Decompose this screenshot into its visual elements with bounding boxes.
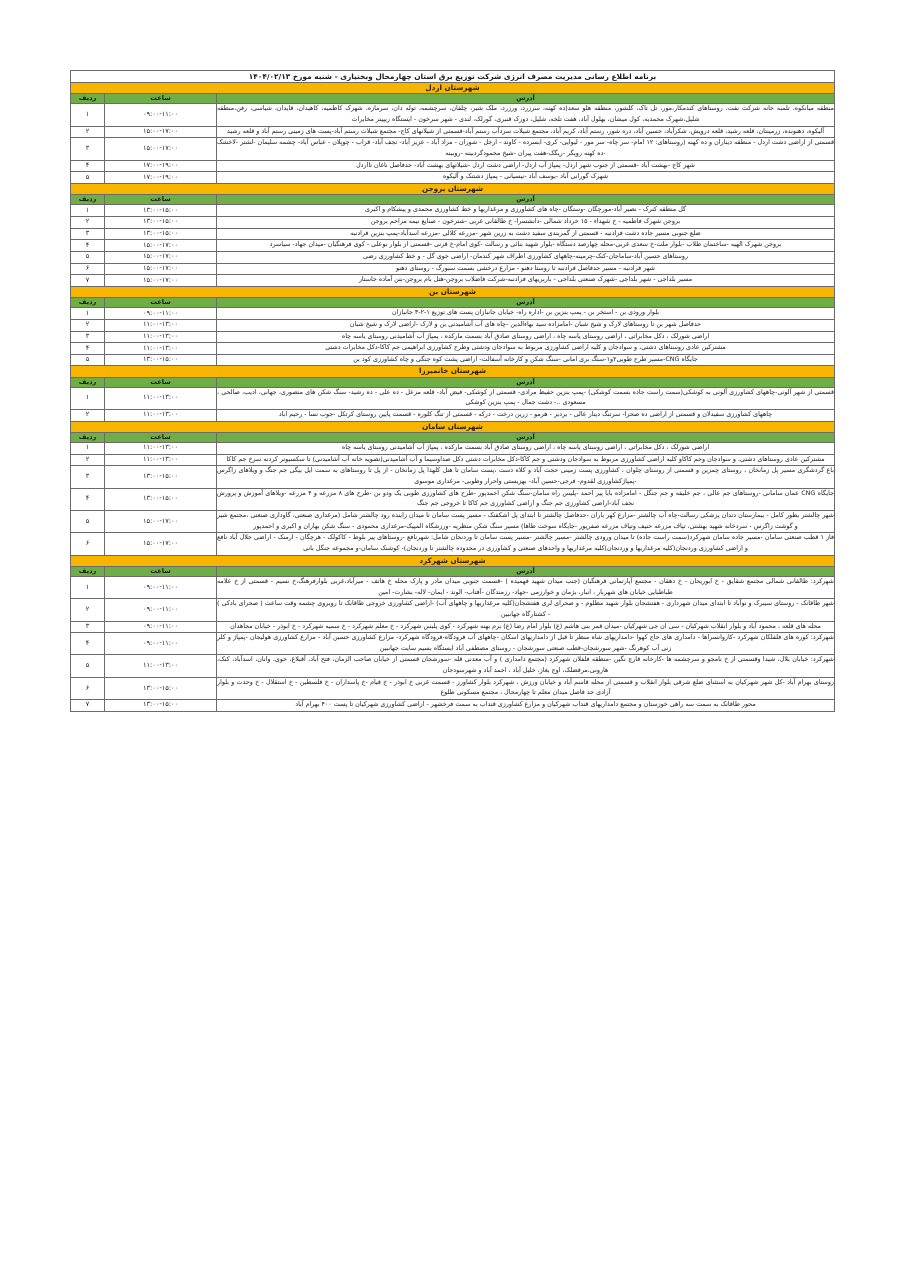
outage-time: ۰۹:۰۰-۱۱:۰۰ [105, 104, 217, 126]
outage-time: ۱۱:۰۰-۱۳:۰۰ [105, 319, 217, 331]
outage-row-number: ۴ [71, 160, 105, 172]
outage-row-number: ۴ [71, 633, 105, 655]
outage-row-number: ۵ [71, 510, 105, 532]
outage-address: شهرکرد: خیابان بلال، شیدا وقسمتی از خ نامجو و سرچشمه ها -کارخانه قارچ نگین -منطقه فلفلان شهرکرد (مجتمع دامداری ) و آب معدنی قله -سورشجان قسمتی از خیابان صاحب الزمان، فتح آباد، آقبلاغ، خوی، وانان، اسدآباد، کنک، هارونی،مرفضلک، اوج بغاز، خلیل آباد ، احمد آباد و شهرسودجان [217, 655, 835, 677]
outage-time: ۱۵:۰۰-۱۷:۰۰ [105, 533, 217, 555]
city-header-row [71, 286, 835, 297]
outage-address: روستاهای حسین آباد-ساماجان-کنک-چرمینه-چاههای کشاورزی اطراف شهر کندمان- اراضی جوی گل - و خط کشاورزی رضی [217, 251, 835, 263]
outage-address: منطقه میانکوه، تلمبه خانه شرکت نفت، روستاهای کندمکار،مور، تل تاک، کلشور، منطقه هلو سعد(ده کهنه، سرزرد، ورزرد، ملک شیر، چلقان، سرچشمه، توله دان، سرمازه، شهرک کاظمیه، کاهیدان، قایدان، شیاسی، رفن،منطقه شلیل،شهرک محمدیه، کول میشان، بهلول آباد، هفت تلخه، شلیل، دورک قنبری، گورلک، لندی - شهر سرخون - ایستگاه ریپیتر مخابرات [217, 104, 835, 126]
outage-row-number: ۱ [71, 576, 105, 598]
column-header-address: آدرس [217, 195, 835, 205]
column-header-time: ساعت [105, 377, 217, 387]
city-header-0: شهرستان اردل [71, 83, 835, 94]
table-row [71, 387, 835, 409]
outage-time: ۱۵:۰۰-۱۷:۰۰ [105, 251, 217, 263]
table-row [71, 275, 835, 287]
table-row [71, 216, 835, 228]
outage-address: مسیر بلداجی - شهر بلداجی -شهرک صنعتی بلداجی - باربریهای فرادنبه-شرکت فاضلاب بروجن-هتل بام بروجن-بتن آماده خاستار [217, 275, 835, 287]
table-row [71, 228, 835, 240]
outage-row-number: ۴ [71, 240, 105, 252]
outage-time: ۱۳:۰۰-۱۵:۰۰ [105, 677, 217, 699]
table-row [71, 354, 835, 366]
outage-time: ۱۳:۰۰-۱۵:۰۰ [105, 488, 217, 510]
outage-row-number: ۱ [71, 308, 105, 320]
outage-time: ۱۳:۰۰-۱۵:۰۰ [105, 205, 217, 217]
document-title-row [71, 71, 835, 83]
city-header-3: شهرستان خانمیرزا [71, 366, 835, 377]
outage-address: روستای بهرام آباد -کل شهر شهرکیان به استثنای ضلع شرقی بلوار انقلاب و قسمتی از محله قاسم آباد و خیابان ورزش ، شهرکرد بلوار کشاورز - قسمت غربی خ ابوذر - خ قیام -خ پاسداران - خ فلسطین - خ استقلال - خ وحدت و بلوار آزادی حد فاصل میدان معلم تا چهارمحال ، مجتمع مسکونی طلوع [217, 677, 835, 699]
outage-row-number: ۳ [71, 466, 105, 488]
outage-row-number: ۴ [71, 343, 105, 355]
column-header-time: ساعت [105, 297, 217, 307]
outage-time: ۰۹:۰۰-۱۱:۰۰ [105, 576, 217, 598]
city-header-5: شهرستان شهرکرد [71, 555, 835, 566]
outage-row-number: ۴ [71, 488, 105, 510]
city-header-row [71, 421, 835, 432]
outage-time: ۱۱:۰۰-۱۳:۰۰ [105, 387, 217, 409]
column-header-row [71, 377, 835, 387]
outage-address: اراضی شورلک ، دکل مخابراتی ، اراضی روستای یاسه چاه ، اراضی روستای صادق آباد بسمت مارکده ، پمپاژ آب آشامیدنی روستای یاسه چاه [217, 331, 835, 343]
table-row [71, 251, 835, 263]
outage-row-number: ۲ [71, 216, 105, 228]
column-header-address: آدرس [217, 297, 835, 307]
outage-time: ۱۱:۰۰-۱۳:۰۰ [105, 343, 217, 355]
outage-address: قسمتی از شهر آلونی-چاههای کشاورزی آلونی به کوشکی(سمت راست جاده بسمت کوشکی) -پمپ بنزین حفیظ مرادی- قسمتی از کوشکی- فیض آباد- قلعه مزعل - ده علی - ده رشید- سنگ شکن های منصوری، جهانی، ادیب، صالحی ، مسعودی ..- دشت جمال - پمپ بنزین کوشکی [217, 387, 835, 409]
outage-time: ۱۷:۰۰-۱۹:۰۰ [105, 160, 217, 172]
outage-address: قسمتی از اراضی دشت اردل - منطقه دیناران و ده کهنه (روستاهای: ۱۲ امام- سر چاه- سر مور - لیوایی- کری- ابسرده - کاوند - ارجل - شوران - مراد آباد - عزیز آباد- نجف آباد- قراب - چوپلان - عباس آباد- چشمه سلیمان -لشتر -لاخشک -ده کهنه رویگر -ریگک-هفت پیران -شیخ محمودگردبینه -روبینه [217, 138, 835, 160]
table-row [71, 454, 835, 466]
column-header-row-number: ردیف [71, 94, 105, 104]
outage-time: ۱۵:۰۰-۱۷:۰۰ [105, 263, 217, 275]
outage-row-number: ۱ [71, 387, 105, 409]
column-header-row [71, 432, 835, 442]
table-row [71, 104, 835, 126]
column-header-row-number: ردیف [71, 195, 105, 205]
outage-row-number: ۶ [71, 533, 105, 555]
table-row [71, 576, 835, 598]
city-header-1: شهرستان بروجن [71, 184, 835, 195]
column-header-row [71, 297, 835, 307]
outage-time: ۱۱:۰۰-۱۳:۰۰ [105, 410, 217, 422]
outage-row-number: ۱ [71, 443, 105, 455]
outage-row-number: ۵ [71, 172, 105, 184]
table-row [71, 599, 835, 621]
outage-time: ۱۳:۰۰-۱۵:۰۰ [105, 700, 217, 712]
outage-time: ۱۵:۰۰-۱۷:۰۰ [105, 275, 217, 287]
outage-address: شهرک گورانی آباد -یوسف آباد -نیسیانی - پمپاژ دشتنک و آلیکوه [217, 172, 835, 184]
outage-time: ۱۱:۰۰-۱۳:۰۰ [105, 331, 217, 343]
table-row [71, 343, 835, 355]
column-header-row-number: ردیف [71, 432, 105, 442]
table-row [71, 308, 835, 320]
outage-address: ضلع جنوبی مسیر جاده دشت فرادنبه - قسمتی از گمربندی سفید دشت به زرین شهر -مزرعه کلالی -مزرعه اسدآباد-پمپ بنزین فرادنبه [217, 228, 835, 240]
city-header-row [71, 555, 835, 566]
outage-address: شهر چالشتر بطور کامل - بیمارستان دندان پزشکی رسالت-چاه آب چالشتر -مزارع کهر باران -حدفاصل چالشتر تا ابتدای پل اشکفتک - مسیر پست سامان تا میدان زاینده رود چالشتر شامل (مرغداری صنعتی، گاوداری صنعتی ،مجتمع شیر و گوشت زاگرس - سردخانه شهید بهشتی، تپاف مزرعه حنیف وتپاف مزرعه صفرپور -جایگاه سوخت طاها) مسیر سنگ شکن منظریه -ورزشگاه المپیک-مرغداری محمودی - سنگ شکن بهاران و اکبری و احمدپور [217, 510, 835, 532]
outage-row-number: ۲ [71, 410, 105, 422]
outage-row-number: ۵ [71, 655, 105, 677]
outage-time: ۱۵:۰۰-۱۷:۰۰ [105, 126, 217, 138]
outage-address: جایگاه CNG عمان سامانی -روستاهای جم عالی ، جم خلیفه و جم جنگل - امامزاده بابا پیر احمد -پلیس راه سامان-سنگ شکن احمدپور -طرح های کشاورزی طوبی یک ودو بن -طرح های ۸ مزرعه و ۴ مزرعه -ویلاهای آموزش و پرورش نجف آباد-اراضی کشاورزی جم جنگ و اراضی کشاورزی جم کاکا تا خروجی جم جنگ [217, 488, 835, 510]
outage-schedule-table [70, 70, 835, 712]
outage-row-number: ۳ [71, 331, 105, 343]
outage-address: چاههای کشاورزی سفیدلان و قسمتی از اراضی ده صحرا- سرتنگ دینار عالی - بردبر - هرمو - زرین درخت - درکه - قسمتی از تنگ کلوره - قسمت پایین روستای کرتکل -جوب نسا - رحیم اباد [217, 410, 835, 422]
city-header-row [71, 83, 835, 94]
table-row [71, 700, 835, 712]
table-row [71, 319, 835, 331]
outage-row-number: ۲ [71, 126, 105, 138]
outage-row-number: ۲ [71, 319, 105, 331]
column-header-time: ساعت [105, 432, 217, 442]
outage-address: گل منطقه کنرک - نصیر آباد-مورچگان -وستگان -چاه های کشاورزی و مرغداریها و خط کشاورزی محمدی و پیشکام و اکبری [217, 205, 835, 217]
outage-time: ۰۹:۰۰-۱۱:۰۰ [105, 621, 217, 633]
table-row [71, 510, 835, 532]
outage-time: ۱۳:۰۰-۱۵:۰۰ [105, 354, 217, 366]
outage-address: جایگاه CNG-مسیر طرح طوبی۲و۱-سنگ بری امانی -سنگ شکن و کارخانه آسفالت- اراضی پشت کوه جنگی و چاه کشاورزی کود بن [217, 354, 835, 366]
outage-time: ۱۱:۰۰-۱۳:۰۰ [105, 655, 217, 677]
outage-time: ۰۹:۰۰-۱۱:۰۰ [105, 308, 217, 320]
table-row [71, 443, 835, 455]
city-header-row [71, 366, 835, 377]
outage-row-number: ۷ [71, 275, 105, 287]
table-row [71, 677, 835, 699]
outage-address: مشترکین عادی روستاهای دشتی، و سوادجان وجم کاکاو کلیه اراضی کشاورزی مربوط به سوادجان ودشتی و جم کاکا-دکل مخابرات دشتی دکل صداوسیما و آب آشامیدنی(تصویه خانه آب آشامیدنی) تا سکسیونر کردنه سرخ جم کاکا [217, 454, 835, 466]
column-header-address: آدرس [217, 432, 835, 442]
column-header-row [71, 94, 835, 104]
outage-row-number: ۳ [71, 138, 105, 160]
outage-time: ۱۵:۰۰-۱۷:۰۰ [105, 510, 217, 532]
outage-time: ۱۵:۰۰-۱۷:۰۰ [105, 138, 217, 160]
outage-time: ۱۵:۰۰-۱۷:۰۰ [105, 240, 217, 252]
column-header-address: آدرس [217, 94, 835, 104]
column-header-row [71, 195, 835, 205]
outage-address: باغ گردشگری مسیر پل زمانخان ، روستای چمزین و قسمتی از روستای چلوان ، کشاورزی پست زمینی حجت آباد و کلاه دست ،پست سامان تا هتل کلهذا پل زمانخان - از پل تا روستاهای به سمت ایل بیگی جم جنگ و ویلاهای زاگرس -پمپاژکشاورزی لقدوم- فرجی-حسین آباد- بهزیستی واحرار وطوبی- مرغداری موسوی [217, 466, 835, 488]
column-header-row-number: ردیف [71, 377, 105, 387]
outage-address: آلیکوه، دهنونده، زرمینتان، قلعه رشید، قلعه درویش، شکرآباد، حسین آباد، دره شور، رستم آباد، کریم آباد، مجتمع شیلات سردآب رستم آباد-قسمتی از شیلاتهای کاج- مجتمع شیلات رستم آباد-پست های زمینی رستم آباد و قلعه رشید [217, 126, 835, 138]
outage-time: ۱۷:۰۰-۱۹:۰۰ [105, 172, 217, 184]
outage-address: شهر طاقانک - روستای سیبرک و نوآباد تا ابتدای میدان شهرداری - هفتشجان بلوار شهید مظلوم - و صحرای لری هفتشجان(کلیه مرغداریها و چاههای آب) -اراضی کشاورزی خروجی طاقانک تا روبروی چشمه وقت ساعت ( صحرای بادکی ) - کشتارگاه جهانبین [217, 599, 835, 621]
table-row [71, 240, 835, 252]
column-header-time: ساعت [105, 94, 217, 104]
outage-row-number: ۱ [71, 104, 105, 126]
table-row [71, 160, 835, 172]
column-header-row-number: ردیف [71, 297, 105, 307]
outage-row-number: ۶ [71, 263, 105, 275]
outage-time: ۱۳:۰۰-۱۵:۰۰ [105, 228, 217, 240]
table-row [71, 126, 835, 138]
table-row [71, 466, 835, 488]
table-row [71, 331, 835, 343]
city-header-4: شهرستان سامان [71, 421, 835, 432]
column-header-address: آدرس [217, 566, 835, 576]
outage-row-number: ۲ [71, 454, 105, 466]
column-header-row [71, 566, 835, 576]
table-row [71, 621, 835, 633]
outage-row-number: ۳ [71, 228, 105, 240]
outage-time: ۰۹:۰۰-۱۱:۰۰ [105, 599, 217, 621]
table-row [71, 410, 835, 422]
outage-address: بروجن شهرک الهیه -ساختمان طلاب -بلوار ملت-خ سعدی غربی-محله چهارصد دستگاه -بلوار شهید بنائی و رسالت -کوی امام-خ قرنی -قسمتی از بلوار بوعلی - کوی فرهنگیان -میدان جهاد- سیاسرد [217, 240, 835, 252]
table-row [71, 205, 835, 217]
outage-time: ۱۳:۰۰-۱۵:۰۰ [105, 466, 217, 488]
outage-time: ۱۱:۰۰-۱۳:۰۰ [105, 443, 217, 455]
table-row [71, 488, 835, 510]
outage-row-number: ۱ [71, 205, 105, 217]
outage-address: شهرکرد: کوره های فلفلکان شهرکرد -کاروانسراها - دامداری های حاج کهوا -دامداریهای شاه منظر تا قبل از دامداریهای اسکان -چاههای آب فرودگاه-فرودگاه شهرکرد- مزارع کشاورزی حسین آباد - مزارع کشاورزی هولیجان -پمپاژ و کلر زنی آب کوهرنگ -شهر سورشجان-قطب صنعتی سورشجان - روستای مصطفی آباد ایستگاه بسیم سایت جهانبین [217, 633, 835, 655]
outage-address: حدفاصل شهر بن تا روستاهای لارک و شیخ شبان -امامزاده سید بهاءالدین -چاه های آب آشامیدنی بن و لارک -اراضی لارک و شیخ شبان [217, 319, 835, 331]
outage-address: شهرکرد: طالقانی شمالی مجتمع شقایق - خ ابوریحان - خ دهقان - مجتمع آپارتمانی فرهنگیان (جنب میدان شهید فهمیده ) -قسمت جنوبی میدان مادر و پارک محله خ هاتف - میرآباد،غربی بلوارفرهنگ،خ نسیم - قسمتی از خ علامه طباطبایی خیابان های شهربار ، انبار، بژمان و خوارزمی -جهاد- رزمندگان -آفتاب- الوند - ایمان- لاله- بشارت- امین [217, 576, 835, 598]
column-header-time: ساعت [105, 566, 217, 576]
table-row [71, 138, 835, 160]
column-header-address: آدرس [217, 377, 835, 387]
city-header-row [71, 184, 835, 195]
table-row [71, 172, 835, 184]
outage-row-number: ۶ [71, 677, 105, 699]
outage-row-number: ۵ [71, 354, 105, 366]
page-title: برنامه اطلاع رسانی مدیریت مصرف انرژی شرکت توزیع برق استان چهارمحال وبختیاری - شنبه مورخ ۱۴۰۴/۰۲/۱۳ [71, 71, 835, 83]
outage-time: ۰۹:۰۰-۱۱:۰۰ [105, 633, 217, 655]
outage-address: مشترکین عادی روستاهای دشتی، و سوادجان و کلیه اراضی کشاورزی مربوط به سوادجان ودشتی وطرح کشاورزی ابراهیمی جم کاکا-دکل مخابرات دشتی [217, 343, 835, 355]
table-row [71, 655, 835, 677]
outage-address: شهر فرادنبه - مسیر حدفاصل فرادنبه تا روستا دهنو - مزارع درخشی بسمت سبورگ - روستای دهنو [217, 263, 835, 275]
outage-row-number: ۷ [71, 700, 105, 712]
outage-address: شهر کاج -بهشت آباد -قسمتی از جنوب شهر اردل- پمپاژ آب اردل- اراضی دشت اردل -شیلاتهای بهشت آباد- حدفاصل ناغان تااردل [217, 160, 835, 172]
outage-address: محور طاقانک به سمت سه راهی خوزستان و مجتمع دامداریهای قنداب شهرکیان و مزارع کشاورزی قنداب به سمت فرخشهر - اراضی کشاورزی شهرکیان تا پست ۴۰۰ بهرام آباد [217, 700, 835, 712]
table-row [71, 633, 835, 655]
outage-address: محله های قلعه ، محمود آباد و بلوار انقلاب شهرکیان - سی ان جی شهرکیان -میدان قمر بنی هاشم (ع) بلوار امام رضا (ع) برم بهنه شهرکرد - کوی پلیس شهرکرد - خ معلم شهرکرد - خ سمیه شهرکرد - خ ابوذر - خیابان مجاهدان [217, 621, 835, 633]
outage-address: بروجن شهرک فاطمیه - خ شهداء - ۱۵ خرداد شمالی -دانشسرا- خ طالقانی غربی -شترخون - صنایع نیمه مزاحم بروجن [217, 216, 835, 228]
column-header-time: ساعت [105, 195, 217, 205]
outage-row-number: ۳ [71, 621, 105, 633]
outage-time: ۱۳:۰۰-۱۵:۰۰ [105, 216, 217, 228]
outage-time: ۱۱:۰۰-۱۳:۰۰ [105, 454, 217, 466]
outage-row-number: ۵ [71, 251, 105, 263]
table-row [71, 263, 835, 275]
city-header-2: شهرستان بن [71, 286, 835, 297]
outage-address: بلوار ورودی بن - استخر بن - پمپ بنزین بن -اداره راه- خیابان جانبازان پست های توزیع ۱-۲-۳ جانبازان [217, 308, 835, 320]
column-header-row-number: ردیف [71, 566, 105, 576]
outage-row-number: ۲ [71, 599, 105, 621]
outage-address: فاز ۱ قطب صنعتی سامان -مسیر جاده سامان شهرکرد(سمت راست جاده) تا میدان ورودی چالشتر -مسیر چالشتر -مسیر پست سامان تا وردنجان شامل: شهرنافع -روستاهای پیر بلوط - کاکولک - هرچگان - ارمنک - اراضی جلال آباد نافع و اراضی کشاورزی وردنجان(کلیه مرغداریها و وردنجان)کلیه مرغداریها و واحدهای صنعتی و کشاورزی در محدوده چالشتر تا وردنجان)- کوشنک سامان-و مجموعه جنگل بانی [217, 533, 835, 555]
outage-address: اراضی شورلک ، دکل مخابراتی ، اراضی روستای یاسه چاه ، اراضی روستای صادق آباد بسمت مارکده ، پمپاژ آب آشامیدنی روستای یاسه چاه [217, 443, 835, 455]
table-row [71, 533, 835, 555]
